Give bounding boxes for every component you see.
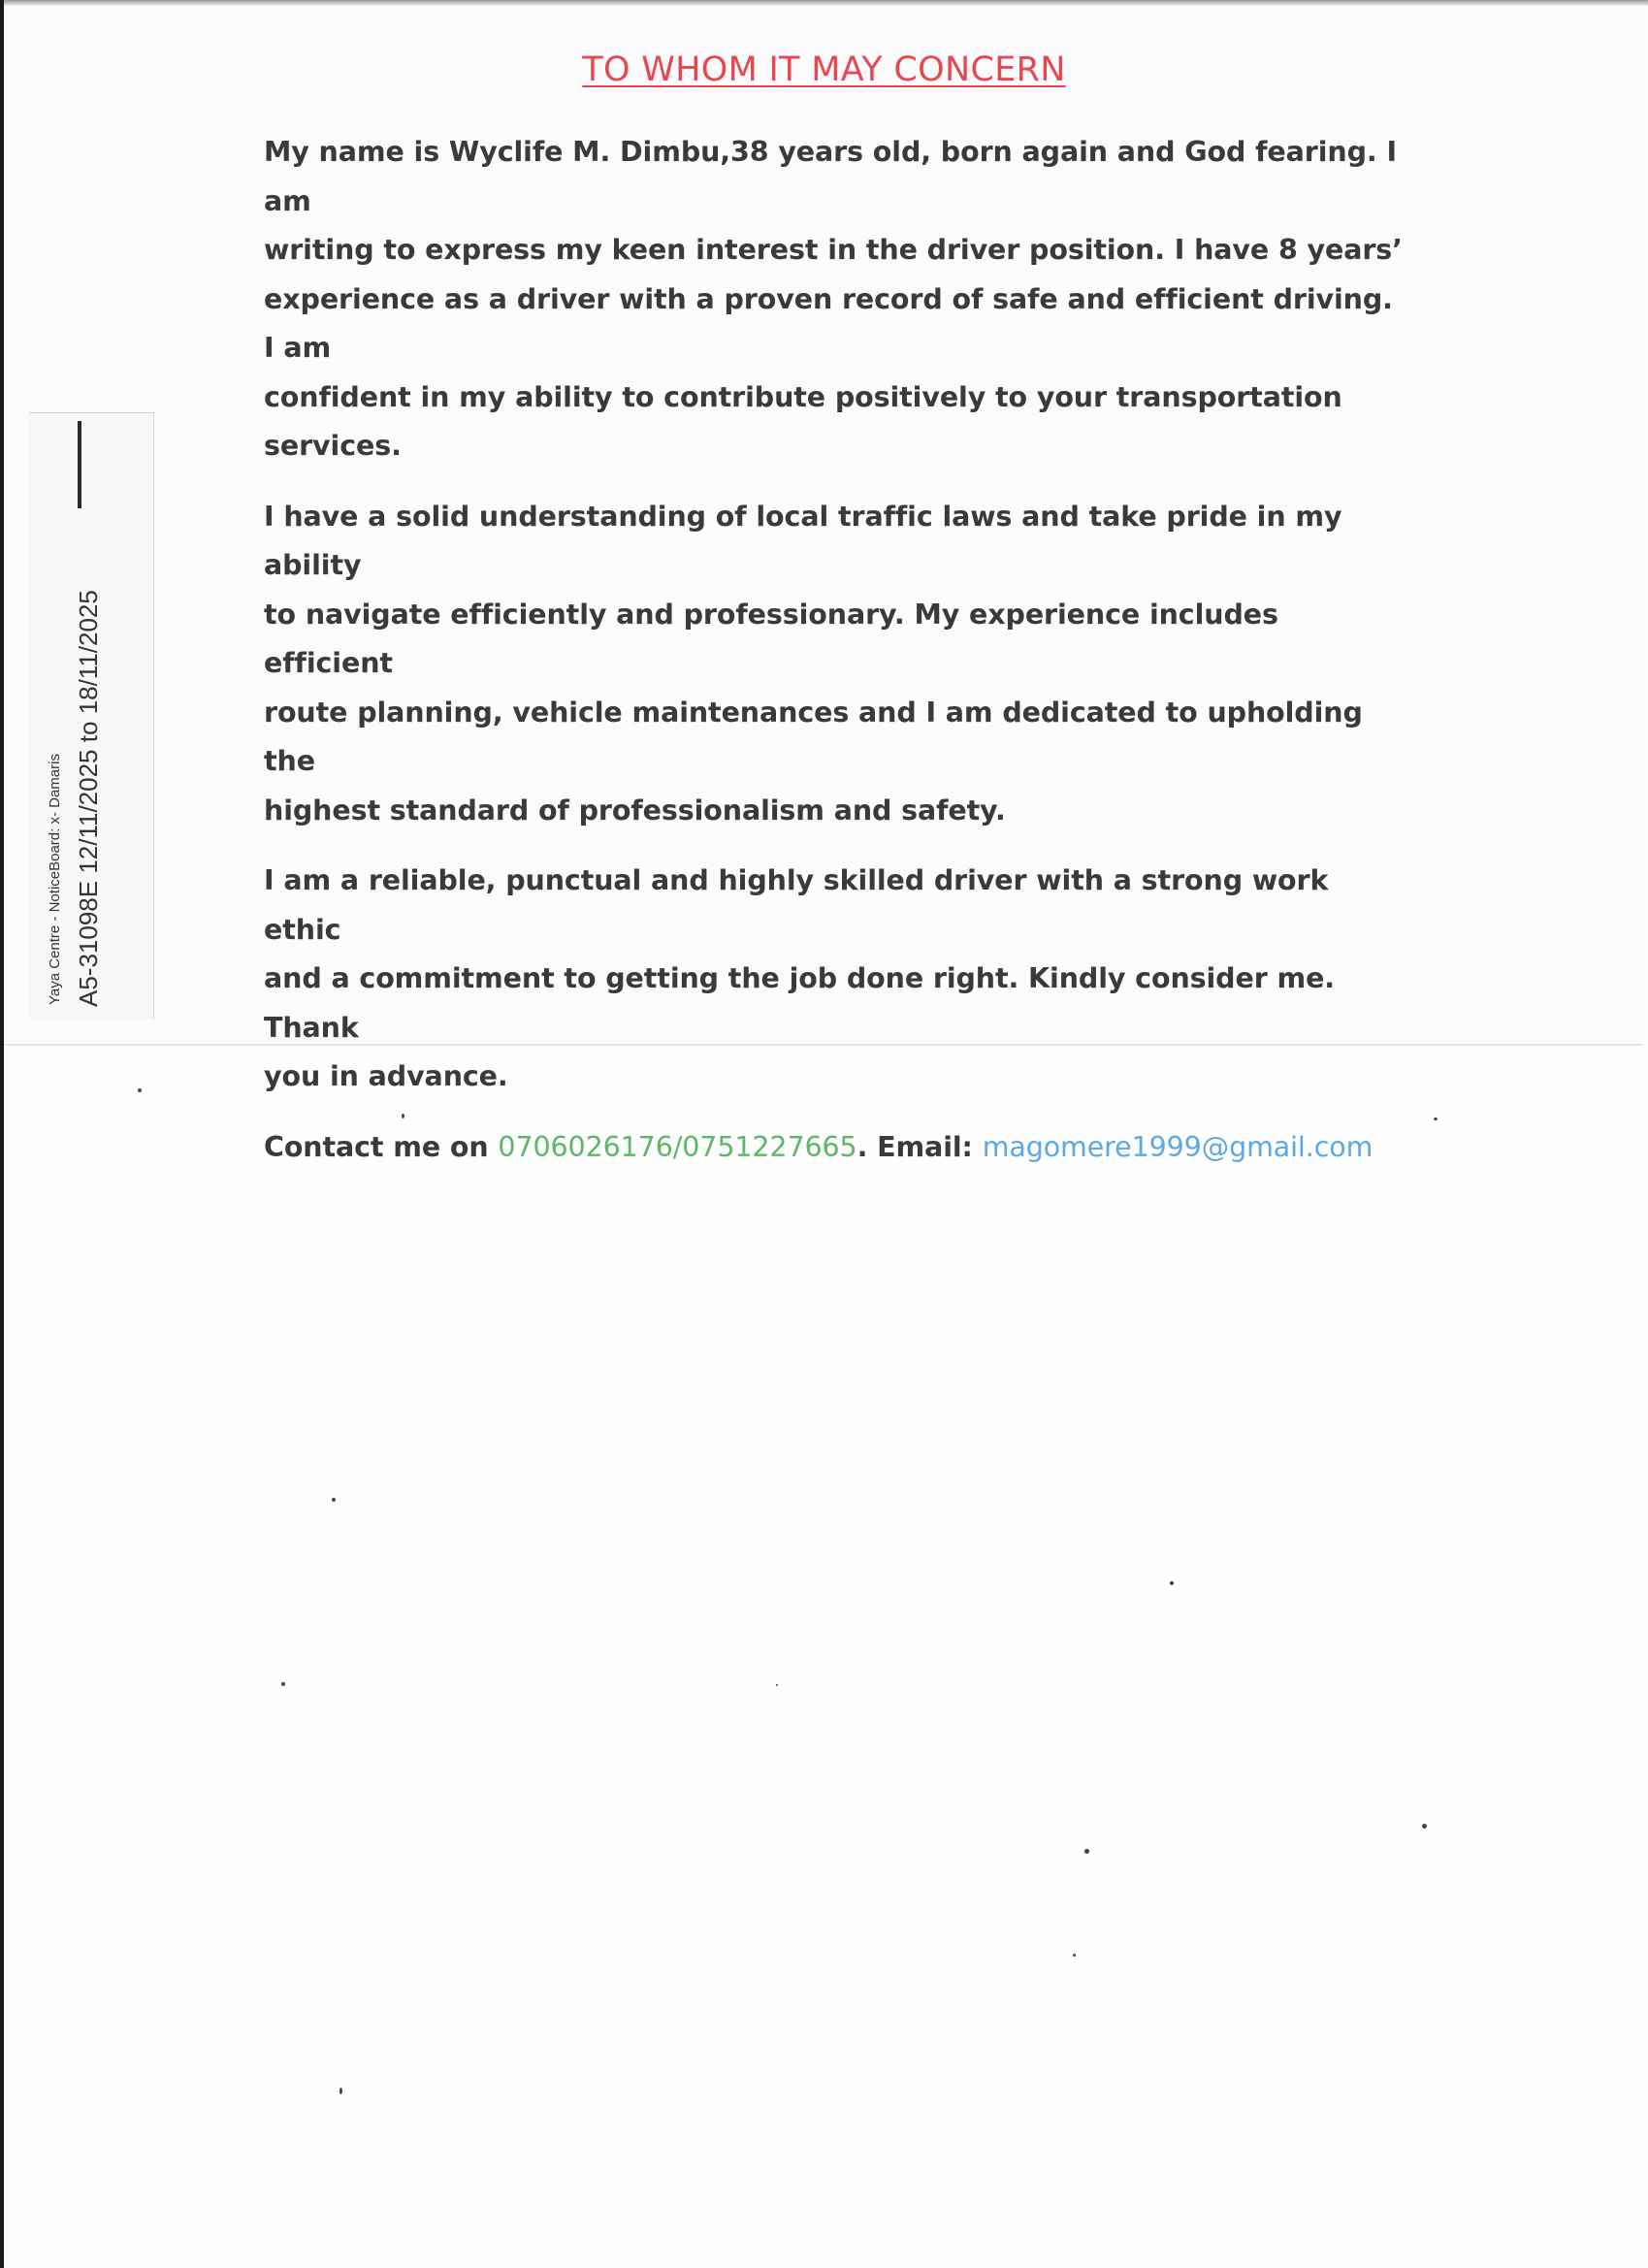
- scan-speck: [332, 1498, 336, 1502]
- scan-speck: [1422, 1824, 1427, 1829]
- scan-speck: [281, 1682, 285, 1686]
- paragraph-skills: I have a solid understanding of local traffic laws and take pride in my ability to navigate efficiently and professionary. My experience includes efficient route planning, vehicle maintenances and I am dedicated to upholding the highest standard of professionalism and safety.: [264, 500, 1363, 826]
- letter-title: [0, 50, 1648, 89]
- scan-speck: [1434, 1118, 1438, 1120]
- scan-speck: [402, 1114, 404, 1118]
- scan-speck: [1084, 1849, 1089, 1854]
- scan-speck: [138, 1088, 142, 1092]
- paragraph-intro: My name is Wyclife M. Dimbu,38 years old, born again and God fearing. I am writing to express my keen interest in the driver position. I have 8 years’ experience as a driver with a proven record of safe and efficient driving. I am confident in my ability to contribute positively to your transportation services.: [264, 136, 1403, 462]
- noticeboard-stamp: [29, 412, 154, 1020]
- contact-line: [264, 1123, 1408, 1173]
- contact-prefix: Contact me on: [264, 1130, 499, 1163]
- scan-top-edge: [0, 0, 1648, 6]
- blank-sheet: [4, 1046, 1648, 2268]
- paragraph-closing: I am a reliable, punctual and highly skilled driver with a strong work ethic and a commitment to getting the job done right. Kindly consider me. Thank you in advance.: [264, 864, 1336, 1092]
- stamp-marker: [78, 421, 81, 508]
- scan-speck: [1170, 1581, 1174, 1585]
- email-label: . Email:: [856, 1130, 983, 1163]
- stamp-period: A5-31098E 12/11/2025 to 18/11/2025: [74, 590, 103, 1007]
- email-address: magomere1999@gmail.com: [982, 1130, 1373, 1163]
- scan-speck: [339, 2088, 342, 2094]
- scan-left-edge: [0, 0, 4, 2268]
- letter-title-text: TO WHOM IT MAY CONCERN: [582, 50, 1066, 89]
- scan-speck: [776, 1684, 778, 1686]
- phone-numbers: 0706026176/0751227665: [498, 1130, 857, 1163]
- letter-body: [264, 128, 1408, 1193]
- scan-speck: [1073, 1954, 1076, 1957]
- stamp-location: Yaya Centre - NoticeBoard: x- Damaris: [47, 754, 63, 1005]
